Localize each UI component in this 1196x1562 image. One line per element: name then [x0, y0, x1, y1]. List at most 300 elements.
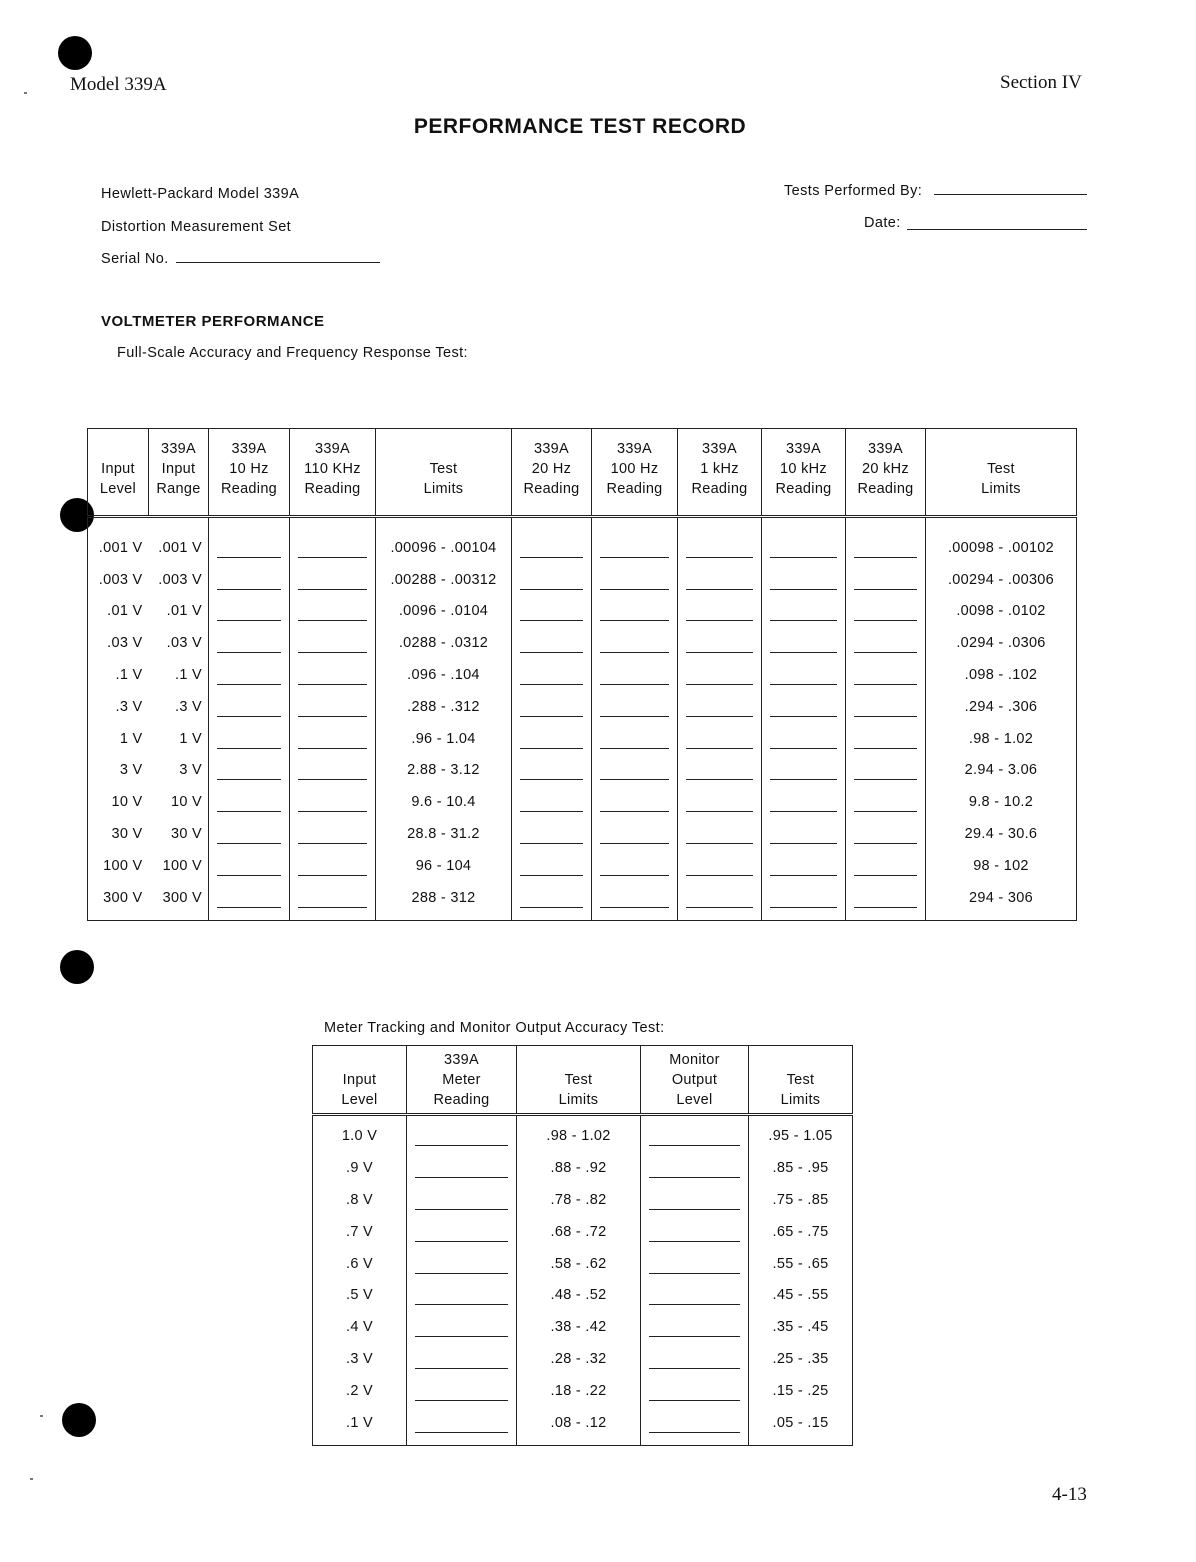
serial-field[interactable]	[176, 262, 380, 263]
reading-110khz-field[interactable]	[290, 627, 376, 659]
column-header-line: Test	[987, 461, 1015, 477]
blank-entry-line[interactable]	[649, 1232, 740, 1242]
blank-entry-line[interactable]	[600, 866, 669, 876]
blank-entry-line[interactable]	[298, 580, 367, 590]
column-header	[926, 429, 1077, 517]
reading-100hz-field[interactable]	[592, 691, 678, 723]
blank-entry-line[interactable]	[520, 834, 583, 844]
reading-1khz-field[interactable]	[678, 627, 762, 659]
table-row	[313, 1375, 853, 1407]
blank-entry-line[interactable]	[649, 1295, 740, 1305]
reading-10hz-field[interactable]	[209, 882, 290, 920]
meter-reading-field[interactable]	[407, 1216, 517, 1248]
serial-label: Serial No.	[101, 251, 169, 267]
blank-entry-line[interactable]	[686, 611, 753, 621]
input-level-cell: 100 V	[103, 857, 143, 874]
reading-1khz-field[interactable]	[678, 850, 762, 882]
test-limits-cell: .65 - .75	[749, 1216, 853, 1248]
monitor-output-field[interactable]	[641, 1216, 749, 1248]
column-header-line: Test	[429, 461, 458, 477]
input-range-cell: 3 V	[179, 762, 202, 779]
blank-entry-line[interactable]	[298, 802, 367, 812]
reading-10khz-field[interactable]	[762, 517, 846, 564]
monitor-output-field[interactable]	[641, 1343, 749, 1375]
reading-20khz-field[interactable]	[846, 691, 926, 723]
test-limits-cell: .96 - 1.04	[376, 723, 512, 755]
blank-entry-line[interactable]	[686, 834, 753, 844]
blank-entry-line[interactable]	[854, 898, 917, 908]
input-level-cell: .03 V	[107, 635, 143, 652]
reading-20khz-field[interactable]	[846, 882, 926, 920]
reading-110khz-field[interactable]	[290, 517, 376, 564]
blank-entry-line[interactable]	[520, 739, 583, 749]
column-header-line: Range	[156, 481, 201, 497]
test-limits-cell: 9.8 - 10.2	[926, 786, 1077, 818]
input-level-cell: .8 V	[346, 1191, 373, 1208]
monitor-output-field[interactable]	[641, 1407, 749, 1445]
blank-entry-line[interactable]	[217, 580, 281, 590]
blank-entry-line[interactable]	[600, 707, 669, 717]
column-header-line: Test	[786, 1072, 815, 1088]
reading-10khz-field[interactable]	[762, 755, 846, 787]
monitor-output-field[interactable]	[641, 1311, 749, 1343]
blank-entry-line[interactable]	[686, 770, 753, 780]
blank-entry-line[interactable]	[770, 834, 837, 844]
reading-20khz-field[interactable]	[846, 850, 926, 882]
blank-entry-line[interactable]	[600, 675, 669, 685]
blank-entry-line[interactable]	[217, 611, 281, 621]
blank-entry-line[interactable]	[770, 611, 837, 621]
reading-110khz-field[interactable]	[290, 755, 376, 787]
test-limits-cell: .00288 - .00312	[376, 564, 512, 596]
blank-entry-line[interactable]	[854, 866, 917, 876]
reading-110khz-field[interactable]	[290, 659, 376, 691]
column-header-line: 1 kHz	[700, 461, 739, 477]
reading-1khz-field[interactable]	[678, 564, 762, 596]
column-header-line: Limits	[981, 481, 1021, 497]
blank-entry-line[interactable]	[415, 1295, 508, 1305]
blank-entry-line[interactable]	[686, 580, 753, 590]
reading-10hz-field[interactable]	[209, 659, 290, 691]
blank-entry-line[interactable]	[600, 548, 669, 558]
blank-entry-line[interactable]	[854, 580, 917, 590]
reading-110khz-field[interactable]	[290, 691, 376, 723]
input-level-cell: 30 V	[111, 826, 143, 843]
blank-entry-line[interactable]	[298, 611, 367, 621]
blank-entry-line[interactable]	[686, 802, 753, 812]
blank-entry-line[interactable]	[217, 707, 281, 717]
blank-entry-line[interactable]	[770, 548, 837, 558]
reading-100hz-field[interactable]	[592, 882, 678, 920]
reading-100hz-field[interactable]	[592, 517, 678, 564]
monitor-output-field[interactable]	[641, 1152, 749, 1184]
reading-20hz-field[interactable]	[512, 564, 592, 596]
blank-entry-line[interactable]	[600, 611, 669, 621]
test-limits-cell: 28.8 - 31.2	[376, 818, 512, 850]
blank-entry-line[interactable]	[854, 611, 917, 621]
reading-20khz-field[interactable]	[846, 755, 926, 787]
reading-110khz-field[interactable]	[290, 882, 376, 920]
reading-10khz-field[interactable]	[762, 723, 846, 755]
column-header-line: 339A	[867, 441, 904, 457]
monitor-output-field[interactable]	[641, 1115, 749, 1152]
blank-entry-line[interactable]	[649, 1136, 740, 1146]
blank-entry-line[interactable]	[415, 1359, 508, 1369]
blank-entry-line[interactable]	[217, 802, 281, 812]
input-level-cell: .003 V	[98, 571, 143, 588]
blank-entry-line[interactable]	[298, 834, 367, 844]
reading-110khz-field[interactable]	[290, 596, 376, 628]
table-row	[313, 1279, 853, 1311]
blank-entry-line[interactable]	[520, 548, 583, 558]
reading-10hz-field[interactable]	[209, 818, 290, 850]
blank-entry-line[interactable]	[298, 643, 367, 653]
blank-entry-line[interactable]	[600, 580, 669, 590]
test-limits-cell: .0096 - .0104	[376, 596, 512, 628]
column-header-line: 20 Hz	[531, 461, 572, 477]
blank-entry-line[interactable]	[854, 834, 917, 844]
test-limits-cell: 2.94 - 3.06	[926, 755, 1077, 787]
reading-110khz-field[interactable]	[290, 818, 376, 850]
blank-entry-line[interactable]	[520, 866, 583, 876]
table-row	[88, 882, 1077, 920]
reading-110khz-field[interactable]	[290, 723, 376, 755]
reading-10hz-field[interactable]	[209, 691, 290, 723]
blank-entry-line[interactable]	[600, 643, 669, 653]
reading-20khz-field[interactable]	[846, 517, 926, 564]
reading-100hz-field[interactable]	[592, 627, 678, 659]
reading-100hz-field[interactable]	[592, 564, 678, 596]
reading-10khz-field[interactable]	[762, 850, 846, 882]
column-header-line	[751, 1050, 850, 1070]
blank-entry-line[interactable]	[686, 866, 753, 876]
blank-entry-line[interactable]	[649, 1423, 740, 1433]
meter-reading-field[interactable]	[407, 1311, 517, 1343]
blank-entry-line[interactable]	[770, 770, 837, 780]
blank-entry-line[interactable]	[770, 643, 837, 653]
reading-10hz-field[interactable]	[209, 786, 290, 818]
column-header-line: 339A	[231, 441, 267, 457]
blank-entry-line[interactable]	[217, 898, 281, 908]
blank-entry-line[interactable]	[520, 611, 583, 621]
monitor-output-field[interactable]	[641, 1184, 749, 1216]
reading-1khz-field[interactable]	[678, 517, 762, 564]
test-limits-cell: 29.4 - 30.6	[926, 818, 1077, 850]
blank-entry-line[interactable]	[298, 548, 367, 558]
blank-entry-line[interactable]	[520, 675, 583, 685]
blank-entry-line[interactable]	[686, 739, 753, 749]
date-field[interactable]	[907, 229, 1087, 230]
blank-entry-line[interactable]	[854, 643, 917, 653]
reading-10hz-field[interactable]	[209, 850, 290, 882]
test-limits-cell: .58 - .62	[517, 1248, 641, 1280]
test-limits-cell: 288 - 312	[376, 882, 512, 920]
table-row	[88, 659, 1077, 691]
blank-entry-line[interactable]	[600, 739, 669, 749]
table-row	[313, 1407, 853, 1445]
blank-entry-line[interactable]	[770, 866, 837, 876]
blank-entry-line[interactable]	[770, 580, 837, 590]
test-limits-cell: .08 - .12	[517, 1407, 641, 1445]
reading-110khz-field[interactable]	[290, 564, 376, 596]
blank-entry-line[interactable]	[415, 1423, 508, 1433]
reading-1khz-field[interactable]	[678, 786, 762, 818]
column-header-line: Test	[564, 1072, 593, 1088]
reading-20hz-field[interactable]	[512, 517, 592, 564]
blank-entry-line[interactable]	[770, 898, 837, 908]
blank-entry-line[interactable]	[520, 898, 583, 908]
blank-entry-line[interactable]	[649, 1327, 740, 1337]
reading-20hz-field[interactable]	[512, 755, 592, 787]
reading-10hz-field[interactable]	[209, 517, 290, 564]
column-header-line: 110 KHz	[304, 461, 361, 477]
column-header-line	[519, 1050, 638, 1070]
blank-entry-line[interactable]	[600, 898, 669, 908]
test-limits-cell: .00096 - .00104	[376, 517, 512, 564]
reading-20hz-field[interactable]	[512, 818, 592, 850]
reading-100hz-field[interactable]	[592, 596, 678, 628]
reading-110khz-field[interactable]	[290, 786, 376, 818]
blank-entry-line[interactable]	[770, 802, 837, 812]
reading-20hz-field[interactable]	[512, 723, 592, 755]
reading-20hz-field[interactable]	[512, 659, 592, 691]
blank-entry-line[interactable]	[649, 1359, 740, 1369]
blank-entry-line[interactable]	[600, 802, 669, 812]
input-level-cell: .7 V	[346, 1223, 373, 1240]
reading-1khz-field[interactable]	[678, 723, 762, 755]
column-header-line: Limits	[558, 1092, 599, 1108]
column-header-line	[315, 1050, 404, 1070]
blank-entry-line[interactable]	[298, 675, 367, 685]
blank-entry-line[interactable]	[600, 770, 669, 780]
reading-20khz-field[interactable]	[846, 723, 926, 755]
input-range-cell: 30 V	[170, 826, 202, 843]
reading-10khz-field[interactable]	[762, 564, 846, 596]
blank-entry-line[interactable]	[854, 675, 917, 685]
reading-10hz-field[interactable]	[209, 723, 290, 755]
blank-entry-line[interactable]	[415, 1327, 508, 1337]
table-row	[313, 1248, 853, 1280]
reading-100hz-field[interactable]	[592, 755, 678, 787]
reading-10khz-field[interactable]	[762, 596, 846, 628]
reading-20khz-field[interactable]	[846, 564, 926, 596]
test-limits-cell: .098 - .102	[926, 659, 1077, 691]
column-header-line: 100 Hz	[610, 461, 659, 477]
blank-entry-line[interactable]	[520, 802, 583, 812]
blank-entry-line[interactable]	[217, 548, 281, 558]
meter-reading-field[interactable]	[407, 1407, 517, 1445]
input-level-cell: 1.0 V	[341, 1127, 378, 1144]
reading-20khz-field[interactable]	[846, 627, 926, 659]
blank-entry-line[interactable]	[520, 770, 583, 780]
blank-entry-line[interactable]	[217, 675, 281, 685]
reading-10hz-field[interactable]	[209, 564, 290, 596]
blank-entry-line[interactable]	[854, 802, 917, 812]
input-level-cell: .1 V	[346, 1414, 373, 1431]
column-header	[846, 429, 926, 517]
reading-10hz-field[interactable]	[209, 596, 290, 628]
blank-entry-line[interactable]	[649, 1200, 740, 1210]
reading-20khz-field[interactable]	[846, 659, 926, 691]
blank-entry-line[interactable]	[298, 739, 367, 749]
reading-20hz-field[interactable]	[512, 882, 592, 920]
test-limits-cell: .55 - .65	[749, 1248, 853, 1280]
table-row	[313, 1311, 853, 1343]
blank-entry-line[interactable]	[649, 1168, 740, 1178]
reading-10khz-field[interactable]	[762, 882, 846, 920]
input-level-cell: 3 V	[119, 762, 143, 779]
test-limits-cell: .68 - .72	[517, 1216, 641, 1248]
reading-1khz-field[interactable]	[678, 755, 762, 787]
reading-1khz-field[interactable]	[678, 818, 762, 850]
reading-1khz-field[interactable]	[678, 882, 762, 920]
blank-entry-line[interactable]	[686, 898, 753, 908]
column-header-line: Reading	[691, 481, 748, 497]
monitor-output-field[interactable]	[641, 1375, 749, 1407]
blank-entry-line[interactable]	[415, 1200, 508, 1210]
reading-100hz-field[interactable]	[592, 659, 678, 691]
reading-20hz-field[interactable]	[512, 691, 592, 723]
reading-20khz-field[interactable]	[846, 786, 926, 818]
table-row	[88, 627, 1077, 659]
blank-entry-line[interactable]	[415, 1136, 508, 1146]
column-header-line: 339A	[443, 1052, 480, 1068]
meter-reading-field[interactable]	[407, 1184, 517, 1216]
blank-entry-line[interactable]	[520, 643, 583, 653]
table-row	[88, 691, 1077, 723]
reading-100hz-field[interactable]	[592, 850, 678, 882]
table-row	[88, 596, 1077, 628]
column-header-line: 10 Hz	[229, 461, 269, 477]
blank-entry-line[interactable]	[415, 1168, 508, 1178]
tests-by-field[interactable]	[934, 194, 1087, 195]
reading-10khz-field[interactable]	[762, 659, 846, 691]
blank-entry-line[interactable]	[217, 643, 281, 653]
blank-entry-line[interactable]	[854, 548, 917, 558]
blank-entry-line[interactable]	[649, 1264, 740, 1274]
blank-entry-line[interactable]	[686, 675, 753, 685]
reading-100hz-field[interactable]	[592, 818, 678, 850]
blank-entry-line[interactable]	[298, 866, 367, 876]
column-header-line: Input	[101, 461, 135, 477]
reading-20hz-field[interactable]	[512, 786, 592, 818]
input-range-cell: .1 V	[175, 667, 202, 684]
column-header	[407, 1046, 517, 1115]
blank-entry-line[interactable]	[686, 707, 753, 717]
column-header-line: Level	[676, 1092, 713, 1108]
input-range-cell: .01 V	[166, 603, 202, 620]
blank-entry-line[interactable]	[854, 770, 917, 780]
column-header-line	[928, 439, 1074, 459]
blank-entry-line[interactable]	[520, 707, 583, 717]
test-limits-cell: .35 - .45	[749, 1311, 853, 1343]
reading-10khz-field[interactable]	[762, 627, 846, 659]
meter-reading-field[interactable]	[407, 1152, 517, 1184]
blank-entry-line[interactable]	[686, 643, 753, 653]
test-limits-cell: .98 - 1.02	[517, 1115, 641, 1152]
blank-entry-line[interactable]	[217, 866, 281, 876]
blank-entry-line[interactable]	[415, 1264, 508, 1274]
reading-100hz-field[interactable]	[592, 786, 678, 818]
blank-entry-line[interactable]	[298, 898, 367, 908]
reading-100hz-field[interactable]	[592, 723, 678, 755]
reading-10hz-field[interactable]	[209, 627, 290, 659]
blank-entry-line[interactable]	[415, 1391, 508, 1401]
monitor-output-field[interactable]	[641, 1248, 749, 1280]
monitor-output-field[interactable]	[641, 1279, 749, 1311]
blank-entry-line[interactable]	[854, 739, 917, 749]
meter-reading-field[interactable]	[407, 1115, 517, 1152]
meter-reading-field[interactable]	[407, 1343, 517, 1375]
input-range-cell: .3 V	[175, 698, 202, 715]
column-header	[290, 429, 376, 517]
reading-10hz-field[interactable]	[209, 755, 290, 787]
blank-entry-line[interactable]	[298, 770, 367, 780]
binder-hole-lower-middle	[60, 950, 94, 984]
test-limits-cell: .00294 - .00306	[926, 564, 1077, 596]
reading-10khz-field[interactable]	[762, 691, 846, 723]
reading-20hz-field[interactable]	[512, 850, 592, 882]
blank-entry-line[interactable]	[649, 1391, 740, 1401]
blank-entry-line[interactable]	[520, 580, 583, 590]
reading-20hz-field[interactable]	[512, 627, 592, 659]
blank-entry-line[interactable]	[770, 739, 837, 749]
reading-1khz-field[interactable]	[678, 596, 762, 628]
column-header	[592, 429, 678, 517]
column-header-line	[378, 439, 509, 459]
column-header	[641, 1046, 749, 1115]
blank-entry-line[interactable]	[217, 739, 281, 749]
test-limits-cell: .096 - .104	[376, 659, 512, 691]
header-model: Model 339A	[70, 74, 167, 95]
column-header-line: Reading	[857, 481, 914, 497]
column-header	[749, 1046, 853, 1115]
meter-reading-field[interactable]	[407, 1248, 517, 1280]
input-range-cell: .003 V	[158, 571, 202, 588]
scan-speck	[40, 1415, 43, 1417]
test-limits-cell: 294 - 306	[926, 882, 1077, 920]
reading-20hz-field[interactable]	[512, 596, 592, 628]
column-header-line: 339A	[533, 441, 570, 457]
scan-speck	[30, 1478, 33, 1480]
meter-reading-field[interactable]	[407, 1375, 517, 1407]
reading-10khz-field[interactable]	[762, 786, 846, 818]
input-level-cell: .6 V	[346, 1255, 373, 1272]
reading-1khz-field[interactable]	[678, 659, 762, 691]
blank-entry-line[interactable]	[770, 675, 837, 685]
blank-entry-line[interactable]	[217, 770, 281, 780]
reading-20khz-field[interactable]	[846, 596, 926, 628]
reading-110khz-field[interactable]	[290, 850, 376, 882]
test-limits-cell: .0288 - .0312	[376, 627, 512, 659]
reading-1khz-field[interactable]	[678, 691, 762, 723]
column-header-line: 10 kHz	[780, 461, 827, 477]
blank-entry-line[interactable]	[854, 707, 917, 717]
column-header-line: 339A	[785, 441, 822, 457]
table-row	[88, 517, 1077, 564]
blank-entry-line[interactable]	[217, 834, 281, 844]
reading-20khz-field[interactable]	[846, 818, 926, 850]
blank-entry-line[interactable]	[686, 548, 753, 558]
blank-entry-line[interactable]	[298, 707, 367, 717]
input-level-cell: .2 V	[346, 1383, 373, 1400]
blank-entry-line[interactable]	[415, 1232, 508, 1242]
meter-reading-field[interactable]	[407, 1279, 517, 1311]
reading-10khz-field[interactable]	[762, 818, 846, 850]
blank-entry-line[interactable]	[600, 834, 669, 844]
test-limits-cell: .0294 - .0306	[926, 627, 1077, 659]
blank-entry-line[interactable]	[770, 707, 837, 717]
